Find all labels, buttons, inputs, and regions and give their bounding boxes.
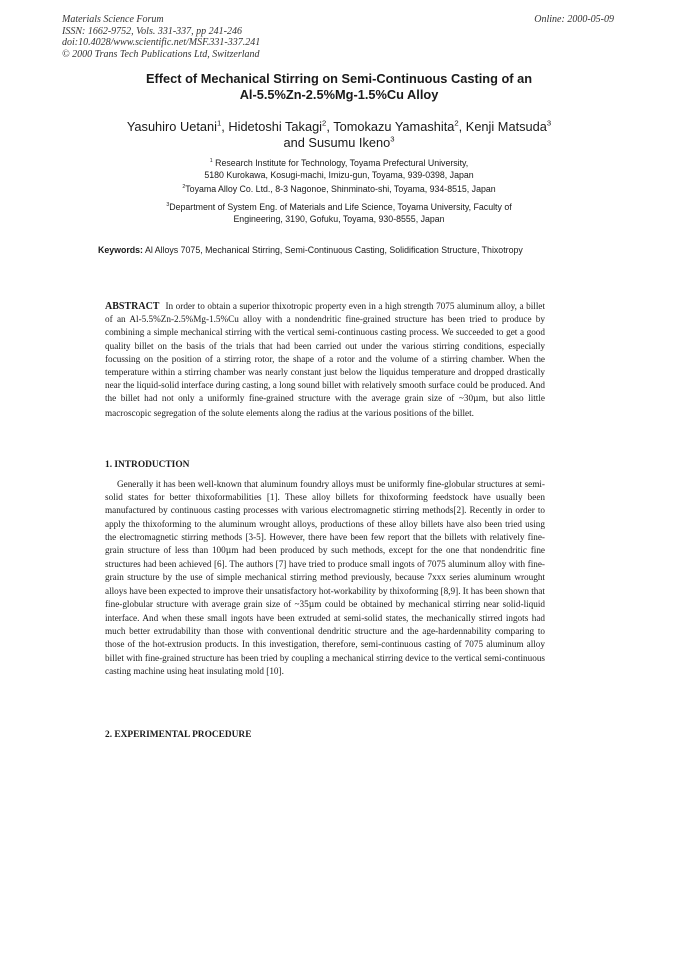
author-affiliation-mark: 2 <box>454 118 459 128</box>
online-date: Online: 2000-05-09 <box>534 14 614 25</box>
paper-title <box>60 71 618 103</box>
journal-copyright: © 2000 Trans Tech Publications Ltd, Switzerland <box>62 48 260 60</box>
title-line-2: Al-5.5%Zn-2.5%Mg-1.5%Cu Alloy <box>239 87 439 102</box>
author-name: Yasuhiro Uetani <box>126 119 217 134</box>
journal-issn: ISSN: 1662-9752, Vols. 331-337, pp 241-246 <box>62 25 242 37</box>
title-line-1: Effect of Mechanical Stirring on Semi-Continuous Casting of an <box>145 71 533 86</box>
author-line-1: Yasuhiro Uetani$^1$, Hidetoshi Takagi$^2$, Tomokazu Yamashita$^2$, Kenji Matsuda$^3$ <box>126 118 552 134</box>
author-list <box>70 119 608 150</box>
author-affiliation-mark: 1 <box>216 118 222 128</box>
affiliation-1: $^1$ Research Institute for Technology, Toyama Prefectural University, 5180 Kurokawa, Kosugi-machi, Imizu-gun, Toyama, 939-0398, Japan <box>204 158 474 180</box>
journal-doi: doi:10.4028/www.scientific.net/MSF.331-337.241 <box>62 37 261 48</box>
section-heading-introduction: 1. INTRODUCTION <box>105 460 190 470</box>
abstract-label: ABSTRACT <box>105 301 160 312</box>
author-name: Tomokazu Yamashita <box>333 119 455 134</box>
author-affiliation-mark: 3 <box>390 134 395 144</box>
author-affiliation-mark: 3 <box>546 118 552 128</box>
keywords-text: Al Alloys 7075, Mechanical Stirring, Semi-Continuous Casting, Solidification Structure, Thixotropy <box>144 245 523 255</box>
journal-header <box>62 14 260 60</box>
journal-name: Materials Science Forum <box>62 14 164 25</box>
section-heading-experimental: 2. EXPERIMENTAL PROCEDURE <box>105 730 252 740</box>
affiliation-3: $^3$Department of System Eng. of Materials and Life Science, Toyama University, Faculty of Engineering, 3190, Gofuku, Toyama, 930-8555, Japan <box>166 202 512 224</box>
author-name: Hidetoshi Takagi <box>228 119 323 134</box>
author-affiliation-mark: 2 <box>322 118 327 128</box>
abstract: ABSTRACT In order to obtain a superior thixotropic property even in a high strength 7075 aluminum alloy, a billet of an Al-5.5%Zn-2.5%Mg-1.5%Cu alloy with a nondendritic fine-grained structure has been tried to produce by combining a simple mechanical stirring with the vertical semi-continuous casting process. We succeeded to get a good quality billet on the basis of the trials that had been carried out under the various stirring conditions, especially focussing on the position of a stirring rotor, the shape of a rotor and the volume of a stirring chamber. When the temperature within a stirring chamber was nearly constant just below the liquidus temperature and dropped drastically near the liquid-solid interface during casting, a long sound billet with relatively smooth surface could be produced. And the billet had not only a uniformly fine-grained structure with the average grain size of ~30μm, but also little macroscopic segregation of the solute elements along the radius at the various positions of the billet. <box>105 301 545 418</box>
keywords <box>98 244 544 256</box>
affiliation-2: $^2$Toyama Alloy Co. Ltd., 8-3 Nagonoe, Shinminato-shi, Toyama, 934-8515, Japan <box>182 184 496 194</box>
introduction-paragraph: Generally it has been well-known that aluminum foundry alloys must be uniformly fine-globular structures at semi-solid states for better thixoformabilities [1]. These alloy billets for thixoforming feedstock have usually been manufactured by continuous casting processes with various electromagnetic stirring methods[2]. Recently in order to apply the thixoforming to the aluminum wrought alloys, productions of these alloy billets have also been tried using the electromagnetic stirring methods [3-5]. However, there have been few report that the billets with relatively fine-grain structure of less than 100μm had been produced by such methods, except for the one that nondendritic fine structures had been achieved [6]. The authors [7] have tried to produce small ingots of 7075 aluminum alloy with fine-grain structure by the use of simple mechanical stirring method previously, because 7xxx series aluminum wrought alloys have been expected to improve their unsatisfactory hot-workability by thixoforming [8,9]. It has been shown that fine-globular structure with average grain size of ~35μm could be obtained by mechanical stirring near solid-liquid interface. And when these small ingots have been extruded at semi-solid states, the mechanically stirred ingots had much better extrudability than those with conventional dendritic structure and the age-hardennability comparing to those of the hot-extrusion products. In this investigation, therefore, semi-continuous casting of 7075 aluminum alloy billet with fine-grained structure has been tried by coupling a mechanical stirring device to the vertical semi-continuous casting machine using heat insulating mold [10]. <box>105 479 546 676</box>
author-name: and Susumu Ikeno <box>283 134 391 150</box>
keywords-label: Keywords: <box>98 245 143 255</box>
author-line-2 <box>70 135 608 151</box>
author-name: Kenji Matsuda <box>465 119 547 134</box>
